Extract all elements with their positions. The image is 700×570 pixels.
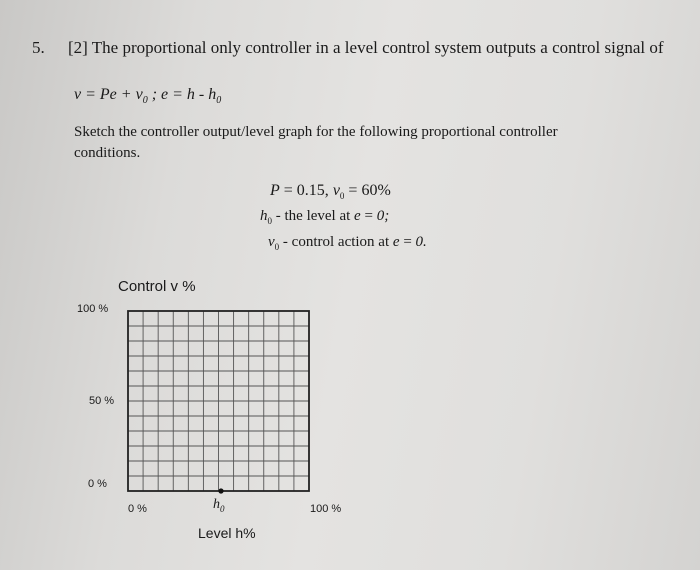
cond2-h-sub: 0 <box>267 216 272 226</box>
eq-equals: = <box>81 86 100 103</box>
eq-e: e <box>161 86 169 103</box>
eq-equals-2: = <box>168 86 187 103</box>
cond3-zero: 0. <box>415 234 427 250</box>
grid-lines <box>128 311 309 491</box>
instruction-line-1: Sketch the controller output/level graph for the following proportional controller <box>74 124 558 140</box>
eq-v: v <box>74 86 82 103</box>
cond2-eq: = <box>360 208 377 224</box>
eq-v0-sub: 0 <box>142 95 148 107</box>
question-text: [2] The proportional only controller in a level control system outputs a control signal of <box>68 38 664 57</box>
cond3-e: e <box>392 234 400 250</box>
cond2-zero: 0; <box>376 208 390 224</box>
y-tick-0: 0 % <box>88 478 107 490</box>
cond3-text: - control action at <box>279 234 393 250</box>
cond-p-value: = 0.15, <box>279 182 333 199</box>
h0-marker <box>218 488 223 493</box>
cond2-e: e <box>354 208 361 224</box>
question-number: 5. <box>32 38 45 57</box>
eq-h: h <box>186 86 195 103</box>
cond-p: P <box>270 182 280 199</box>
cond3-v: v <box>268 234 275 250</box>
eq-plus: + <box>116 86 136 103</box>
cond3-v-sub: 0 <box>274 242 280 252</box>
x-marker-h: h <box>213 497 220 512</box>
chart-title: Control v % <box>118 278 196 295</box>
y-tick-50: 50 % <box>89 395 115 407</box>
x-tick-100: 100 % <box>310 503 342 515</box>
cond-v0-sub: 0 <box>339 191 345 202</box>
cond-v0-value: = 60% <box>344 182 391 199</box>
x-tick-0: 0 % <box>128 503 147 515</box>
eq-pe: Pe <box>99 86 117 103</box>
eq-h0: h <box>208 86 217 103</box>
x-marker-sub: 0 <box>220 503 225 514</box>
eq-sep: ; <box>147 86 162 103</box>
eq-h0-sub: 0 <box>216 95 222 107</box>
cond2-h: h <box>260 208 268 224</box>
eq-minus: - <box>194 86 209 103</box>
cond2-text: - the level at <box>272 208 355 224</box>
instruction-line-2: conditions. <box>74 145 141 161</box>
cond3-eq: = <box>399 234 416 250</box>
y-tick-100: 100 % <box>77 303 109 315</box>
x-axis-label: Level h% <box>198 525 256 541</box>
cond-v0: v <box>332 182 340 199</box>
eq-v0: v <box>135 86 143 103</box>
